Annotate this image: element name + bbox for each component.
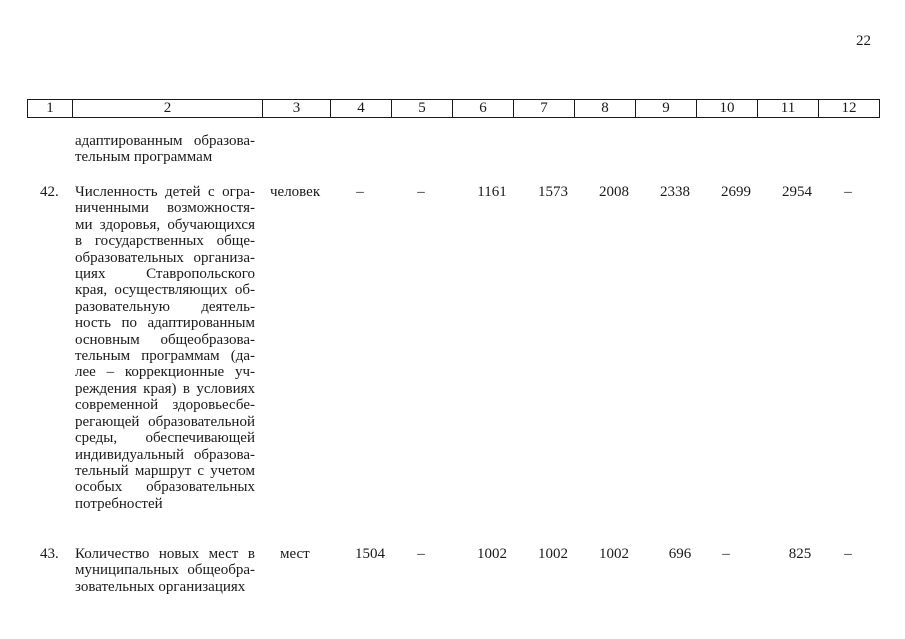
description-line: в государственных обще-: [75, 233, 255, 250]
description-line: реждения края) в условиях: [75, 380, 255, 397]
description-line: разовательную деятель-: [75, 298, 255, 315]
header-col-7: 7: [514, 100, 575, 118]
description-line: Количество новых мест в: [75, 546, 255, 562]
row-42-col-11: 2954: [782, 184, 812, 200]
description-line: лее – коррекционные уч-: [75, 364, 255, 381]
description-line: среды, обеспечивающей: [75, 430, 255, 447]
description-line: тельный маршрут с учетом: [75, 462, 255, 479]
row-42-col-5: –: [417, 184, 425, 200]
description-line: регающей образовательной: [75, 413, 255, 430]
row-43-col-10: –: [722, 546, 730, 562]
row-43-col-11: 825: [788, 546, 812, 562]
description-line: края, осуществляющих об-: [75, 282, 255, 299]
row-42-col-9: 2338: [660, 184, 690, 200]
header-col-4: 4: [331, 100, 392, 118]
continuation-text: [75, 133, 255, 166]
row-43-col-5: –: [417, 546, 425, 562]
row-43-unit: мест: [280, 546, 310, 562]
description-line: ми здоровья, обучающихся: [75, 216, 255, 233]
column-number-header: [27, 99, 880, 118]
description-line: особых образовательных: [75, 479, 255, 496]
description-line: потребностей: [75, 495, 163, 512]
row-42-unit: человек: [270, 184, 321, 200]
row-42-col-10: 2699: [721, 184, 751, 200]
row-43-col-9: 696: [668, 546, 692, 562]
row-42-description: [75, 184, 255, 512]
page-number: 22: [856, 33, 871, 49]
header-col-10: 10: [697, 100, 758, 118]
header-col-1: 1: [28, 100, 73, 118]
description-line: индивидуальный образова-: [75, 446, 255, 463]
description-line: ниченными возможностя-: [75, 200, 255, 217]
row-42-number: 42.: [40, 184, 59, 200]
header-col-12: 12: [819, 100, 880, 118]
description-line: основным общеобразова-: [75, 331, 255, 348]
header-col-5: 5: [392, 100, 453, 118]
header-col-6: 6: [453, 100, 514, 118]
description-line: циях Ставропольского: [75, 266, 255, 283]
row-42-col-7: 1573: [538, 184, 568, 200]
row-42-col-6: 1161: [477, 184, 507, 200]
description-line: зовательных организациях: [75, 578, 246, 595]
continuation-line: тельным программам: [75, 149, 213, 166]
description-line: Численность детей с огра-: [75, 184, 255, 200]
description-line: образовательных организа-: [75, 249, 255, 266]
row-42-col-8: 2008: [599, 184, 629, 200]
row-43-col-7: 1002: [538, 546, 568, 562]
description-line: ность по адаптированным: [75, 315, 255, 332]
row-43-col-4: 1504: [355, 546, 385, 562]
row-43-col-12: –: [844, 546, 852, 562]
header-col-9: 9: [636, 100, 697, 118]
description-line: тельным программам (да-: [75, 348, 255, 365]
continuation-line: адаптированным образова-: [75, 133, 255, 149]
header-col-11: 11: [758, 100, 819, 118]
row-42-col-4: –: [356, 184, 364, 200]
row-43-col-8: 1002: [599, 546, 629, 562]
description-line: современной здоровьесбе-: [75, 397, 255, 414]
header-col-3: 3: [263, 100, 331, 118]
row-43-col-6: 1002: [477, 546, 507, 562]
description-line: муниципальных общеобра-: [75, 562, 255, 579]
row-43-number: 43.: [40, 546, 59, 562]
header-col-2: 2: [73, 100, 263, 118]
row-43-description: [75, 546, 255, 595]
row-42-col-12: –: [844, 184, 852, 200]
header-col-8: 8: [575, 100, 636, 118]
